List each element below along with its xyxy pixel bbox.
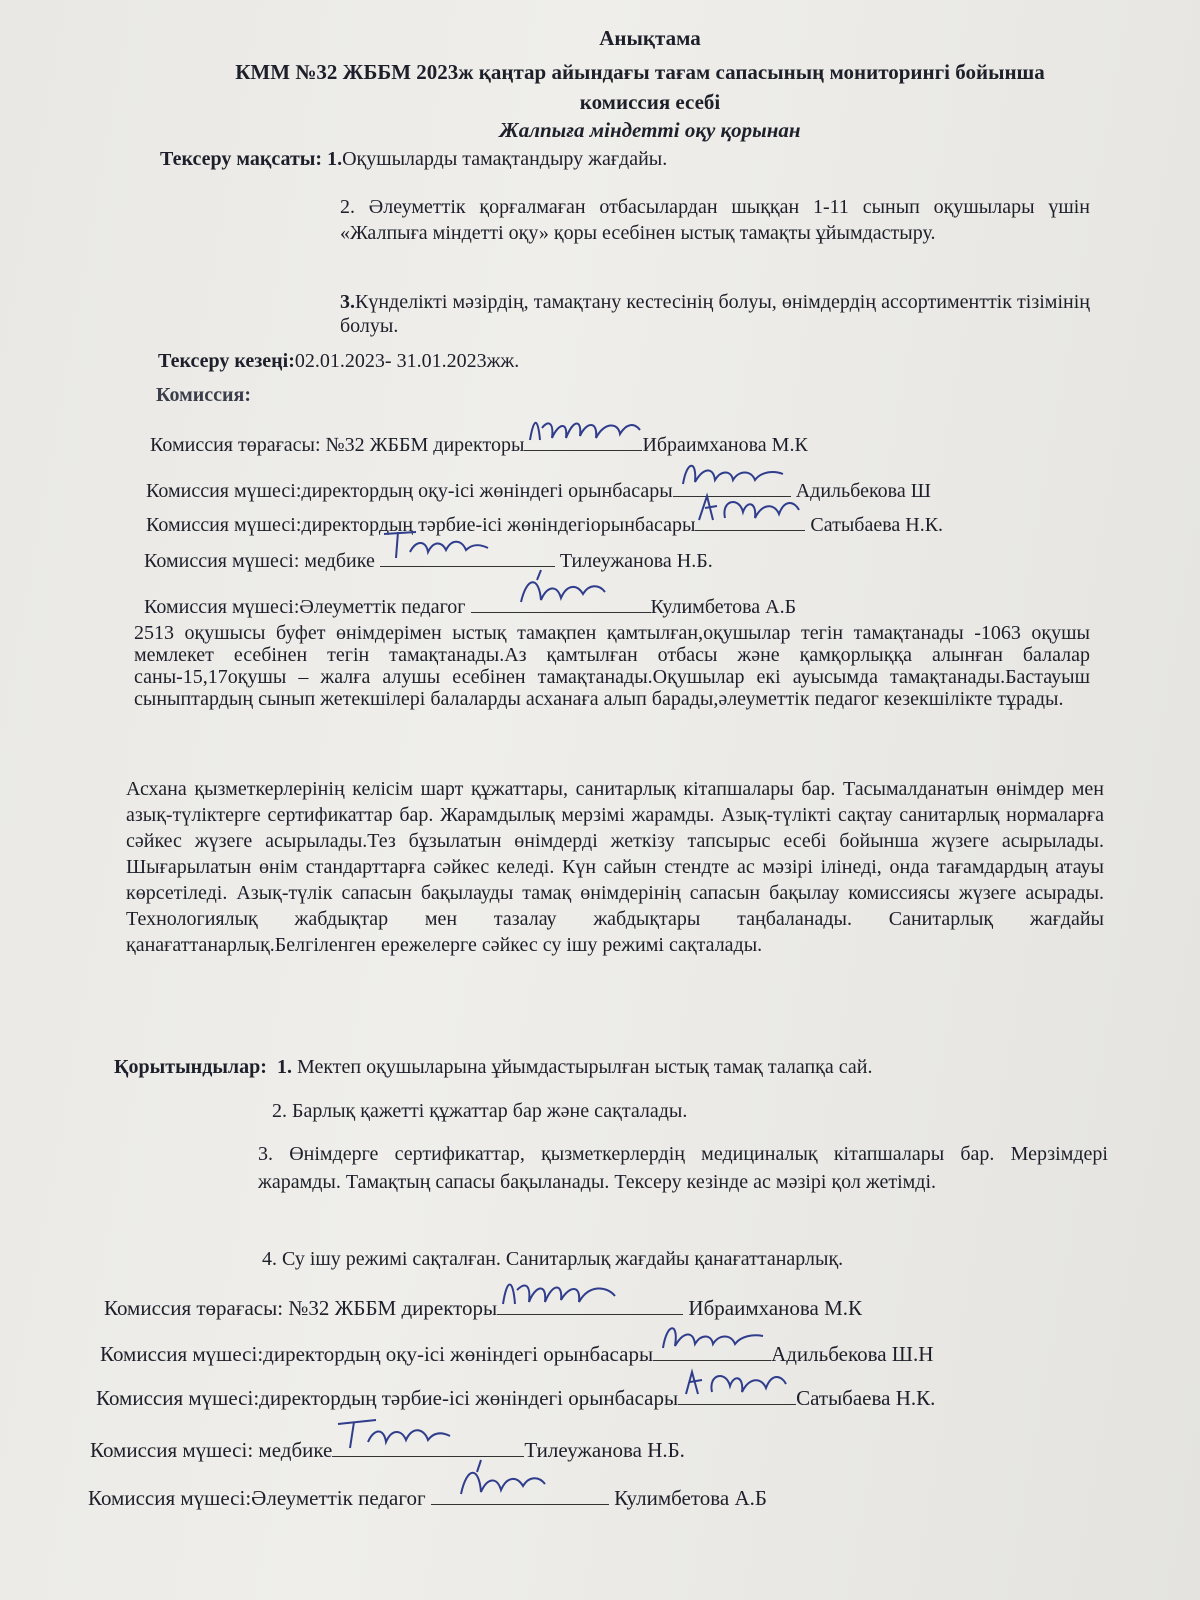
conclusion-1-num: 1. [276,1056,292,1078]
purpose-label: Тексеру мақсаты: [160,148,323,170]
purpose-item1-num: 1. [327,148,343,170]
member-name: Адильбекова Ш.Н [771,1342,934,1366]
member-name: Кулимбетова А.Б [614,1486,767,1510]
member-role: Комиссия мүшесі:директордың тәрбие-ісі жөніндегі орынбасары [96,1386,679,1410]
member-role: Комиссия мүшесі: медбике [90,1438,333,1462]
purpose-line [160,148,667,171]
signature-icon [653,1338,771,1361]
signature-icon [431,1482,609,1505]
member-bottom-3 [96,1382,935,1411]
member-name: Сатыбаева Н.К. [796,1386,936,1410]
member-role: Комиссия мүшесі: медбике [144,550,375,572]
member-role: Комиссия мүшесі:Әлеуметтік педагог [88,1486,426,1510]
member-bottom-4 [90,1434,685,1463]
commission-label: Комиссия: [156,384,252,406]
doc-subtitle-3: Жалпыға міндетті оқу қорынан [499,118,801,142]
signature-icon [497,1292,683,1315]
member-top-5 [144,590,796,619]
doc-subtitle: КММ №32 ЖББМ 2023ж қаңтар айындағы тағам сапасының мониторингі бойынша [235,60,1045,84]
purpose-item3-num: 3. [340,291,355,313]
period-line [158,350,519,373]
signature-icon [695,508,805,531]
signature-icon [524,428,642,451]
member-role: Комиссия мүшесі:Әлеуметтік педагог [144,596,466,618]
purpose-item3-text: Күнделікті мәзірдің, тамақтану кестесінің болуы, өнімдердің ассортименттік тізімінің болуы. [340,291,1090,337]
doc-subtitle-2: комиссия есебі [579,90,721,114]
member-top-2 [146,474,931,503]
paragraph-1: 2513 оқушысы буфет өнімдерімен ыстық тамақпен қамтылған,оқушылар тегін тамақтанады -1063 оқушы мемлекет есебінен тегін тамақтанады.Аз қамтылған отбасы және қамқорлыққа алынған балалар саны-15,17оқушы – жалға алушы есебінен тамақтанады.Оқушылар екі ауысымда тамақтанады.Бастауыш сыныптардың сынып жетекшілері балаларды асханаға алып барады,әлеуметтік педагог кезекшілікте тұрады. [134,622,1090,710]
member-role: Комиссия төрағасы: №32 ЖББМ директоры [150,434,525,456]
member-name: Ибраимханова М.К [642,434,808,456]
member-role: Комиссия мүшесі:директордың оқу-ісі жөніндегі орынбасары [100,1342,654,1366]
period-label: Тексеру кезеңі: [158,350,295,372]
purpose-item3 [340,290,1090,338]
purpose-item1: Оқушыларды тамақтандыру жағдайы. [342,148,668,170]
member-top-4 [144,544,713,573]
period-value: 02.01.2023- 31.01.2023жж. [294,350,520,372]
conclusion-4: 4. Су ішу режимі сақталған. Санитарлық жағдайы қанағаттанарлық. [262,1248,844,1270]
member-name: Тилеужанова Н.Б. [524,1438,685,1462]
member-role: Комиссия мүшесі:директордың тәрбие-ісі жөніндегіорынбасары [146,514,696,536]
member-bottom-5 [88,1482,767,1511]
member-role: Комиссия мүшесі:директордың оқу-ісі жөніндегі орынбасары [146,480,673,502]
member-name: Адильбекова Ш [795,480,931,502]
purpose-item2: 2. Әлеуметтік қорғалмаған отбасылардан шыққан 1-11 сынып оқушылары үшін «Жалпыға міндетті оқу» қоры есебінен ыстық тамақты ұйымдастыру. [340,196,1090,244]
conclusion-1: Мектеп оқушыларына ұйымдастырылған ыстық тамақ талапқа сай. [296,1056,873,1078]
conclusion-2: 2. Барлық қажетті құжаттар бар және сақталады. [272,1100,688,1122]
member-top-1 [150,428,808,457]
doc-title: Анықтама [599,26,701,50]
signature-icon [332,1434,524,1457]
member-name: Ибраимханова М.К [688,1296,863,1320]
conclusion-3: 3. Өнімдерге сертификаттар, қызметкерлердің медициналық кітапшалары бар. Мерзімдері жарамды. Тамақтың сапасы бақыланады. Тексеру кезінде ас мәзірі қол жетімді. [258,1143,1108,1193]
conclusions-line [114,1056,872,1079]
member-role: Комиссия төрағасы: №32 ЖББМ директоры [104,1296,498,1320]
member-bottom-2 [100,1338,933,1367]
member-name: Кулимбетова А.Б [650,596,797,618]
signature-icon [380,544,555,567]
signature-icon [678,1382,796,1405]
signature-icon [471,590,651,613]
member-name: Сатыбаева Н.К. [810,514,944,536]
member-name: Тилеужанова Н.Б. [559,550,713,572]
member-bottom-1 [104,1292,862,1321]
paragraph-2: Асхана қызметкерлерінің келісім шарт құжаттары, санитарлық кітапшалары бар. Тасымалданатын өнімдер мен азық-түліктерге сертификаттар бар. Жарамдылық мерзімі жарамды. Азық-түлікті сақтау санитарлық нормаларға сәйкес жүзеге асырылады.Тез бұзылатын өнімдерді жеткізу тапсырыс есебі бойынша жүзеге асырылады. Шығарылатын өнім стандарттарға сәйкес келеді. Күн сайын стендте ас мәзірі ілінеді, онда тағамдардың атауы көрсетіледі. Азық-түлік сапасын бақылауды тамақ өнімдерінің сапасын бақылау комиссиясы жүзеге асырады. Технологиялық жабдықтар мен тазалау жабдықтары таңбаланады. Санитарлық жағдайы қанағаттанарлық.Белгіленген ережелерге сәйкес су ішу режимі сақталады. [126,778,1104,956]
conclusions-label: Қорытындылар: [114,1056,267,1078]
